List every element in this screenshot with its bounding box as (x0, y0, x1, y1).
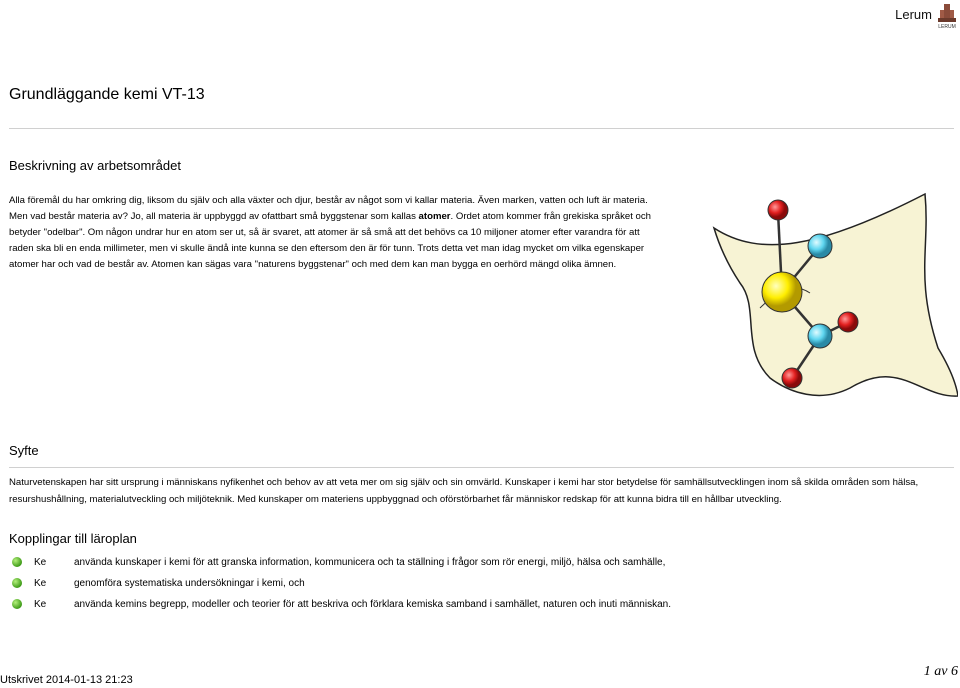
divider (9, 467, 954, 468)
print-timestamp: Utskrivet 2014-01-13 21:23 (0, 674, 133, 686)
divider (9, 128, 954, 129)
kopplingar-heading: Kopplingar till läroplan (9, 531, 137, 546)
subject-tag: Ke (34, 577, 47, 589)
red-atom (838, 312, 858, 332)
lerum-logo-icon (936, 2, 958, 32)
page-title: Grundläggande kemi VT-13 (9, 86, 205, 103)
subject-tag: Ke (34, 598, 47, 610)
yellow-atom (762, 272, 802, 312)
syfte-heading: Syfte (9, 443, 39, 458)
subject-tag: Ke (34, 556, 47, 568)
green-bullet-icon (12, 578, 22, 588)
red-atom (782, 368, 802, 388)
description-part-1: Alla föremål du har omkring dig, liksom du själv och alla växter och djur, består av något som vi kallar materia. Även marken, vatten och luft är materia. Men vad består materia av? Jo, all materia är uppbyggd av ofattbart små byggstenar som kallas (9, 195, 648, 222)
description-part-2: . Ordet atom kommer från grekiska språket och betyder "odelbar". Om någon undrar hur en atom ser ut, så är svaret, att atomer är så små att det behövs ca 10 miljoner atomer efter varandra för att raden ska bli en enda millimeter, men vi skulle ändå inte kunna se den eftersom den är för tunn. Trots detta vet man idag mycket om vilka egenskaper atomer har och vad de består av. Atomen kan sägas vara "naturens byggstenar" och med dem kan man bygga en oerhörd mängd olika ämnen. (9, 211, 652, 270)
curved-sheet (714, 194, 958, 396)
cyan-atom (808, 234, 832, 258)
green-bullet-icon (12, 557, 22, 567)
curriculum-item-text: använda kunskaper i kemi för att granska information, kommunicera och ta ställning i frågor som rör energi, miljö, hälsa och samhälle, (74, 556, 666, 568)
curriculum-item (12, 594, 671, 614)
curriculum-item (12, 573, 305, 593)
description-heading: Beskrivning av arbetsområdet (9, 158, 181, 173)
logo-text: LERUM (938, 24, 956, 30)
curriculum-item (12, 552, 665, 572)
green-bullet-icon (12, 599, 22, 609)
organization-name: Lerum (895, 7, 932, 22)
page-number: 1 av 6 (923, 664, 958, 679)
red-atom (768, 200, 788, 220)
description-bold-term: atomer (418, 211, 451, 222)
molecule-illustration (700, 188, 958, 408)
cyan-atom (808, 324, 832, 348)
description-text (9, 193, 659, 273)
curriculum-item-text: använda kemins begrepp, modeller och teorier för att beskriva och förklara kemiska samband i samhället, naturen och inuti människan. (74, 598, 671, 610)
curriculum-item-text: genomföra systematiska undersökningar i kemi, och (74, 577, 305, 589)
syfte-text: Naturvetenskapen har sitt ursprung i människans nyfikenhet och behov av att veta mer om sig själv och sin omvärld. Kunskaper i kemi har stor betydelse för samhällsutvecklingen inom så skilda områden som hälsa, resurshushållning, materialutveckling och miljöteknik. Med kunskaper om materiens uppbyggnad och oförstörbarhet får människor redskap för att kunna bidra till en hållbar utveckling. (9, 477, 919, 505)
